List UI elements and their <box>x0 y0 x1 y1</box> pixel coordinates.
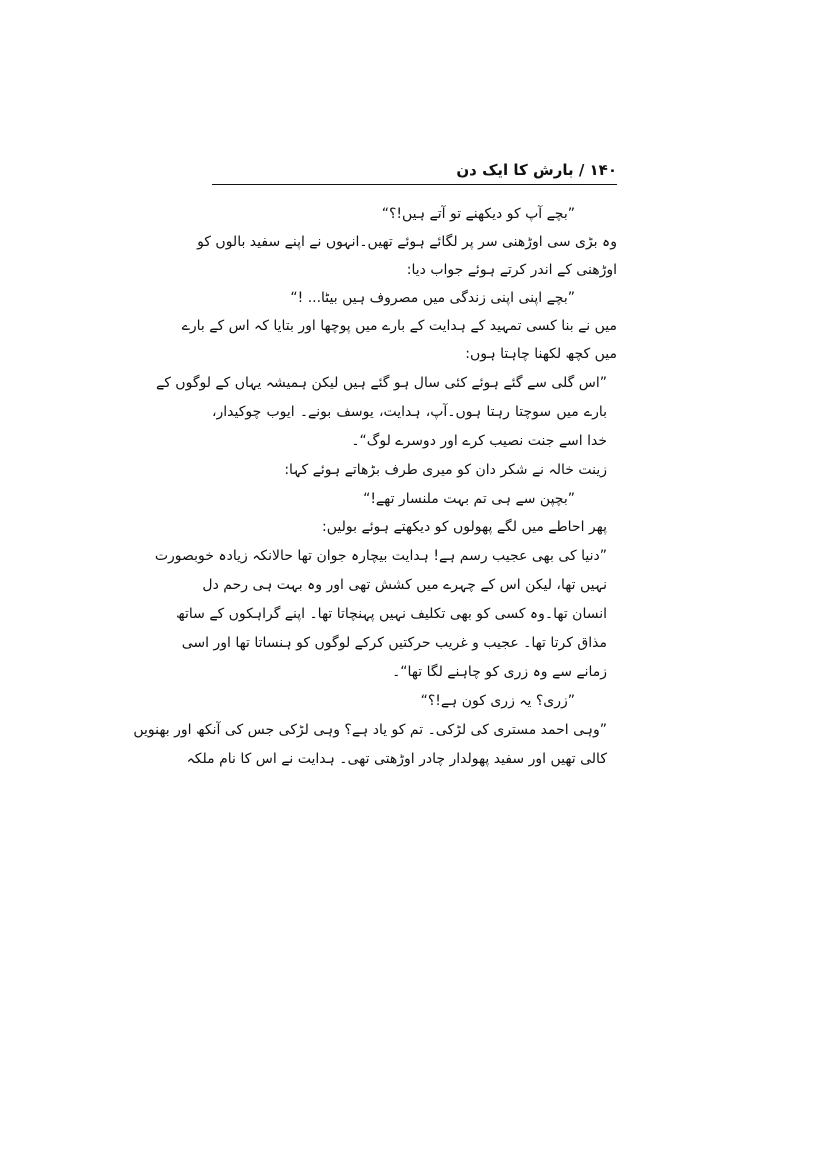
text-line: ”وہی احمد مستری کی لڑکی۔ تم کو یاد ہے؟ وہی لڑکی جس کی آنکھ اور بھنویں <box>133 722 607 738</box>
text-line: زمانے سے وہ زری کو چاہنے لگا تھا“۔ <box>392 664 607 680</box>
page-number-and-title: ۱۴۰ / بارش کا ایک دن <box>456 161 617 179</box>
text-line: ”زری؟ یہ زری کون ہے!؟“ <box>420 693 575 709</box>
text-line: میں کچھ لکھنا چاہتا ہوں: <box>465 346 617 362</box>
text-line: زینت خالہ نے شکر دان کو میری طرف بڑھاتے ہوئے کہا: <box>284 462 607 478</box>
text-line: انسان تھا۔وہ کسی کو بھی تکلیف نہیں پہنچاتا تھا۔ اپنے گراہکوں کے ساتھ <box>176 606 607 622</box>
text-line: بارے میں سوچتا رہتا ہوں۔آپ، ہدایت، یوسف بونے۔ ایوب چوکیدار، <box>212 404 607 420</box>
text-line: اوڑھنی کے اندر کرتے ہوئے جواب دیا: <box>406 262 617 278</box>
text-line: ”اس گلی سے گئے ہوئے کئی سال ہو گئے ہیں لیکن ہمیشہ یہاں کے لوگوں کے <box>155 375 607 391</box>
text-line: پھر احاطے میں لگے پھولوں کو دیکھتے ہوئے بولیں: <box>322 519 607 535</box>
text-line: ”دنیا کی بھی عجیب رسم ہے! ہدایت بیچارہ جوان تھا حالانکہ زیادہ خوبصورت <box>154 548 607 564</box>
text-line: خدا اسے جنت نصیب کرے اور دوسرے لوگ“۔ <box>351 433 607 449</box>
text-line: ”بچے اپنی اپنی زندگی میں مصروف ہیں بیٹا... !“ <box>290 290 575 306</box>
text-line: مذاق کرتا تھا۔ عجیب و غریب حرکتیں کرکے لوگوں کو ہنساتا تھا اور اسی <box>181 635 607 651</box>
text-line: وہ بڑی سی اوڑھنی سر پر لگائے ہوئے تھیں۔انہوں نے اپنے سفید بالوں کو <box>197 234 617 250</box>
text-line: میں نے بنا کسی تمہید کے ہدایت کے بارے میں پوچھا اور بتایا کہ اس کے بارے <box>181 318 617 334</box>
text-line: ”بچے آپ کو دیکھنے تو آتے ہیں!؟“ <box>381 206 575 222</box>
text-line: نہیں تھا، لیکن اس کے چہرے میں کشش تھی اور وہ بہت ہی رحم دل <box>202 577 607 593</box>
text-line: کالی تھیں اور سفید پھولدار چادر اوڑھتی تھی۔ ہدایت نے اس کا نام ملکہ <box>186 751 607 767</box>
text-line: ”بچپن سے ہی تم بہت ملنسار تھے!“ <box>363 491 575 507</box>
running-header <box>212 158 617 184</box>
header-rule <box>212 184 617 185</box>
